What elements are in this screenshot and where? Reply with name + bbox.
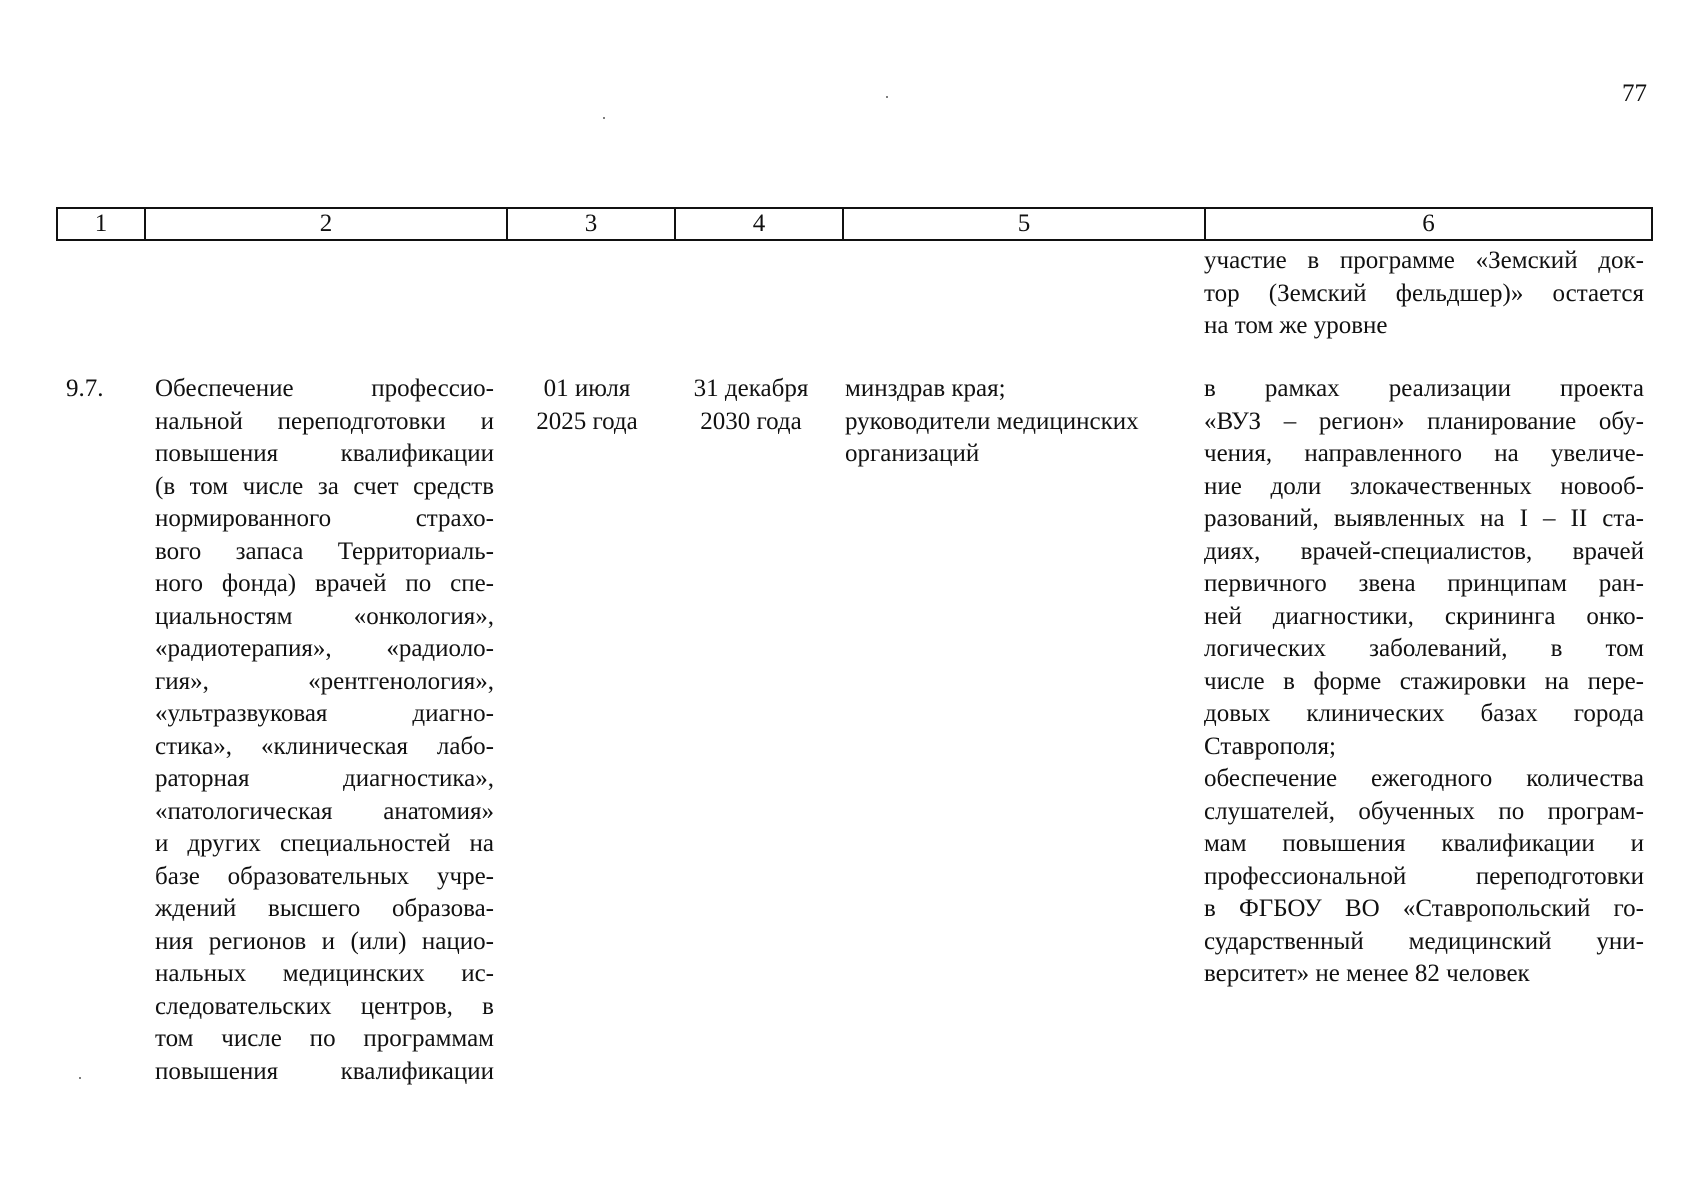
header-cell-6: 6 bbox=[1205, 208, 1652, 240]
header-cell-2: 2 bbox=[145, 208, 507, 240]
text-line: ния регионов и (или) нацио- bbox=[155, 927, 494, 955]
page-number: 77 bbox=[1622, 80, 1647, 107]
text-line: первичного звена принципам ран- bbox=[1204, 570, 1644, 597]
text-line: нормированного страхо- bbox=[155, 505, 494, 532]
text-line: слушателей, обученных по програм- bbox=[1204, 797, 1644, 825]
end-date bbox=[676, 373, 826, 438]
text-line: «ВУЗ – регион» планирование обу- bbox=[1204, 407, 1644, 435]
text-line: «радиотерапия», «радиоло- bbox=[155, 635, 494, 662]
row-description bbox=[155, 373, 494, 1088]
text-line: мам повышения квалификации и bbox=[1204, 830, 1644, 857]
text-line: нальной переподготовки и bbox=[155, 407, 494, 435]
text-line: повышения квалификации bbox=[155, 1057, 494, 1085]
continuation-col6 bbox=[1204, 245, 1644, 343]
start-date bbox=[512, 373, 662, 438]
text-line: и других специальностей на bbox=[155, 830, 494, 857]
text-line: обеспечение ежегодного количества bbox=[1204, 765, 1644, 792]
text-line: гия», «рентгенология», bbox=[155, 667, 494, 695]
text-line: сударственный медицинский уни- bbox=[1204, 927, 1644, 955]
text-line: 2025 года bbox=[536, 407, 638, 435]
text-line: ней диагностики, скрининга онко- bbox=[1204, 602, 1644, 630]
header-cell-5: 5 bbox=[843, 208, 1205, 240]
header-cell-1: 1 bbox=[57, 208, 145, 240]
text-line: профессиональной переподготовки bbox=[1204, 862, 1644, 890]
text-line: на том же уровне bbox=[1204, 312, 1388, 339]
text-line: нальных медицинских ис- bbox=[155, 960, 494, 987]
responsible-executors bbox=[845, 373, 1190, 471]
header-cell-3: 3 bbox=[507, 208, 675, 240]
text-line: «патологическая анатомия» bbox=[155, 797, 494, 825]
text-line: в рамках реализации проекта bbox=[1204, 375, 1644, 402]
header-cell-4: 4 bbox=[675, 208, 843, 240]
text-line: тор (Земский фельдшер)» остается bbox=[1204, 279, 1644, 307]
scan-speck bbox=[603, 117, 605, 119]
text-line: организаций bbox=[845, 440, 980, 467]
column-number-header bbox=[56, 207, 1653, 241]
text-line: базе образовательных учре- bbox=[155, 862, 494, 890]
text-line: участие в программе «Земский док- bbox=[1204, 247, 1644, 274]
text-line: верситет» не менее 82 человек bbox=[1204, 960, 1530, 987]
text-line: довых клинических базах города bbox=[1204, 700, 1644, 727]
expected-results bbox=[1204, 373, 1644, 991]
row-number: 9.7. bbox=[66, 375, 104, 402]
text-line: разований, выявленных на I – II ста- bbox=[1204, 505, 1644, 532]
text-line: (в том числе за счет средств bbox=[155, 472, 494, 500]
text-line: ние доли злокачественных новооб- bbox=[1204, 472, 1644, 500]
text-line: раторная диагностика», bbox=[155, 765, 494, 792]
text-line: Ставрополя; bbox=[1204, 732, 1336, 760]
text-line: том числе по программам bbox=[155, 1025, 494, 1052]
text-line: руководители медицинских bbox=[845, 407, 1139, 435]
text-line: стика», «клиническая лабо- bbox=[155, 732, 494, 760]
text-line: ждений высшего образова- bbox=[155, 895, 494, 922]
text-line: логических заболеваний, в том bbox=[1204, 635, 1644, 662]
text-line: «ультразвуковая диагно- bbox=[155, 700, 494, 727]
text-line: ного фонда) врачей по спе- bbox=[155, 570, 494, 597]
text-line: вого запаса Территориаль- bbox=[155, 537, 494, 565]
text-line: повышения квалификации bbox=[155, 440, 494, 467]
text-line: циальностям «онкология», bbox=[155, 602, 494, 630]
scan-speck bbox=[886, 96, 888, 98]
text-line: 2030 года bbox=[700, 407, 802, 435]
text-line: 31 декабря bbox=[693, 375, 809, 402]
text-line: диях, врачей-специалистов, врачей bbox=[1204, 537, 1644, 565]
text-line: минздрав края; bbox=[845, 375, 1006, 402]
text-line: Обеспечение профессио- bbox=[155, 375, 494, 402]
scan-speck bbox=[79, 1077, 81, 1079]
text-line: числе в форме стажировки на пере- bbox=[1204, 667, 1644, 695]
text-line: в ФГБОУ ВО «Ставропольский го- bbox=[1204, 895, 1644, 922]
text-line: 01 июля bbox=[543, 375, 631, 402]
text-line: чения, направленного на увеличе- bbox=[1204, 440, 1644, 467]
text-line: следовательских центров, в bbox=[155, 992, 494, 1020]
